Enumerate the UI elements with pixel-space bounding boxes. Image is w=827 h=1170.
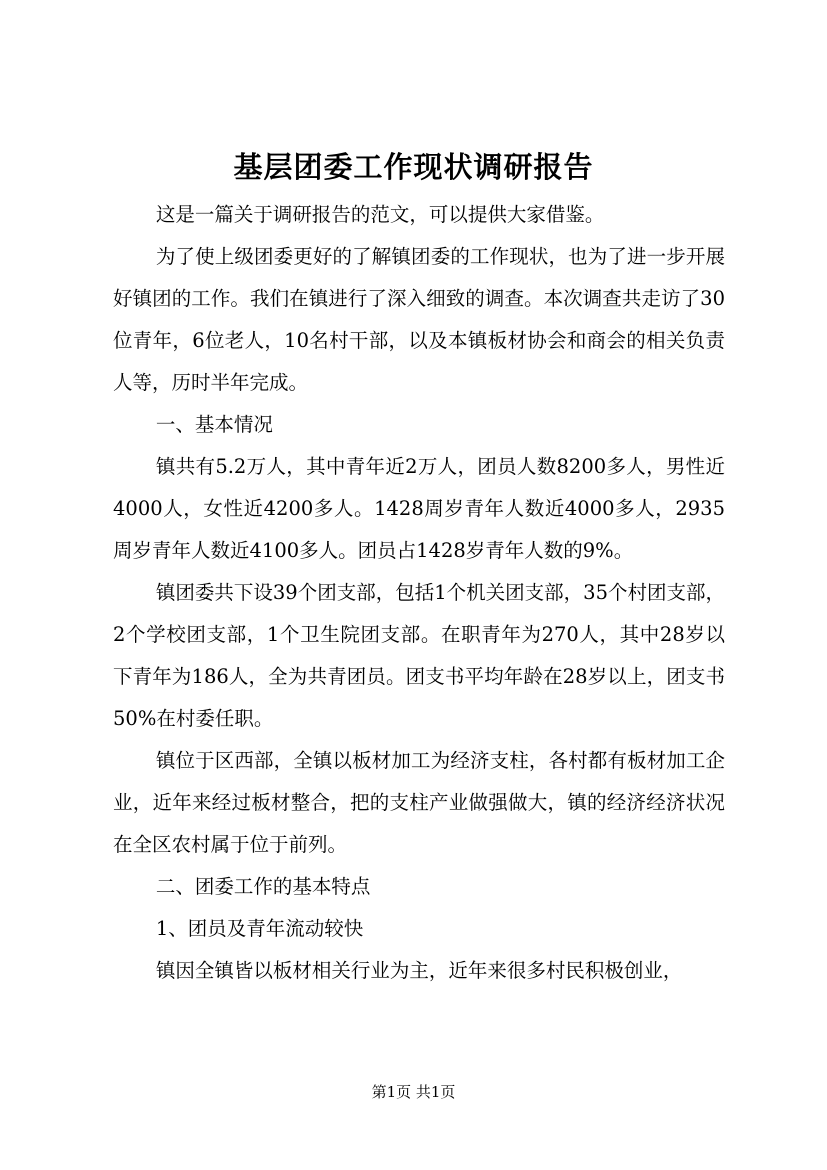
paragraph-population: 镇共有5.2万人，其中青年近2万人，团员人数8200多人，男性近4000人，女性近4200多人。1428周岁青年人数近4000多人，2935周岁青年人数近4100多人。团员占1428岁青年人数的9%。 (113, 455, 725, 562)
page-footer: 第1页 共1页 (371, 1083, 456, 1101)
paragraph-mobility: 镇因全镇皆以板材相关行业为主，近年来很多村民积极创业， (155, 959, 683, 982)
paragraph-purpose: 为了使上级团委更好的了解镇团委的工作现状，也为了进一步开展好镇团的工作。我们在镇进行了深入细致的调查。本次调查共走访了30位青年，6位老人，10名村干部，以及本镇板材协会和商会的相关负责人等，历时半年完成。 (113, 245, 725, 394)
document-body (113, 194, 725, 992)
paragraph-intro: 这是一篇关于调研报告的范文，可以提供大家借鉴。 (155, 203, 605, 226)
paragraph-branches: 镇团委共下设39个团支部，包括1个机关团支部，35个村团支部，2个学校团支部，1个卫生院团支部。在职青年为270人，其中28岁以下青年为186人，全为共青团员。团支书平均年龄在28岁以上，团支书50%在村委任职。 (113, 581, 725, 730)
section-heading-features: 二、团委工作的基本特点 (155, 875, 371, 898)
subsection-heading-mobility: 1、团员及青年流动较快 (155, 917, 364, 940)
section-heading-basic-situation: 一、基本情况 (155, 413, 273, 436)
paragraph-economy: 镇位于区西部，全镇以板材加工为经济支柱，各村都有板材加工企业，近年来经过板材整合，把的支柱产业做强做大，镇的经济经济状况在全区农村属于位于前列。 (113, 749, 725, 856)
document-title: 基层团委工作现状调研报告 (233, 150, 594, 184)
